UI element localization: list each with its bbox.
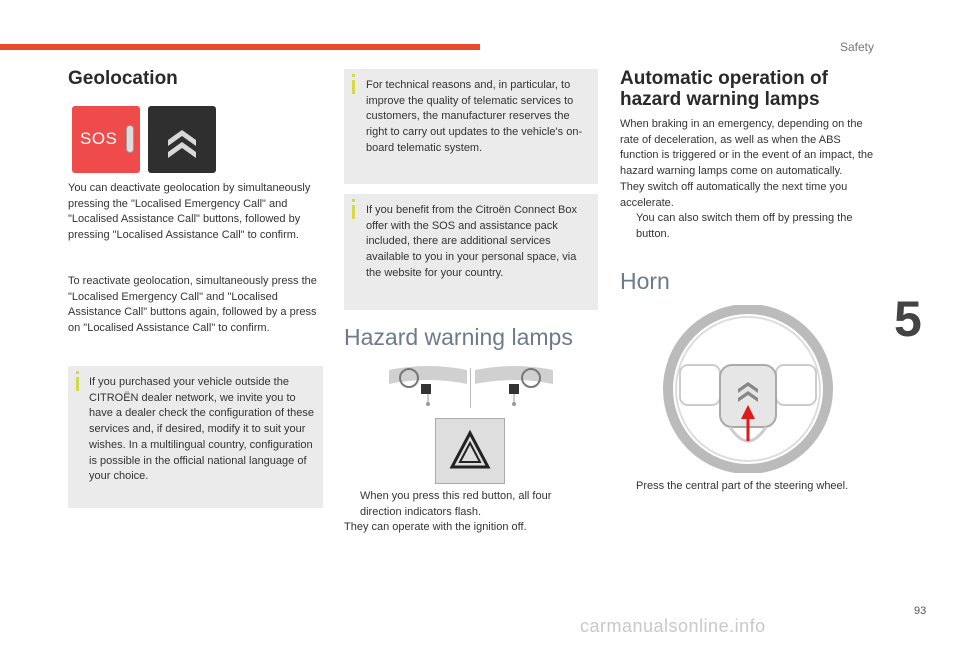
info-updates-text: For technical reasons and, in particular, to improve the quality of telematic services to customers, the manufacturer reserves the right to carry out updates to the vehicle's on-board telematic system.	[366, 79, 583, 154]
sos-button-image	[72, 106, 140, 173]
hazard-bullet-text: When you press this red button, all four direction indicators flash.	[360, 490, 552, 518]
auto-hazard-title-line-1: Automatic operation of	[620, 68, 828, 89]
info-dealer-text: If you purchased your vehicle outside the CITROËN dealer network, we invite you to have a dealer check the configuration of these services and, if desired, modify it to suit your wishes. In a multilingual country, configuration is possible in the official national language of your choice.	[89, 376, 315, 483]
hazard-bullet	[344, 489, 594, 520]
info-box-dealer	[68, 366, 323, 508]
horn-title: Horn	[620, 268, 670, 294]
hazard-button-image	[435, 418, 505, 484]
info-box-connect	[344, 194, 598, 310]
chapter-label: Safety	[839, 40, 874, 54]
image-divider	[470, 368, 471, 408]
chapter-color-bar	[0, 44, 480, 50]
geolocation-section	[68, 68, 323, 89]
hazard-triangle-icon	[436, 419, 504, 483]
hazard-note: They can operate with the ignition off.	[344, 521, 527, 534]
info-icon	[352, 199, 355, 202]
horn-bullet	[620, 479, 880, 495]
info-icon-bar	[352, 205, 355, 219]
citroen-chevron-icon	[148, 106, 216, 173]
dashboard-left-hand-drive-image	[389, 362, 467, 408]
steering-wheel-image	[660, 305, 836, 473]
sos-label: SOS	[80, 129, 118, 148]
horn-bullet-text: Press the central part of the steering wheel.	[636, 480, 849, 492]
dashboard-right-hand-drive-image	[475, 362, 553, 408]
info-icon	[352, 74, 355, 77]
sos-slot	[126, 125, 134, 153]
geolocation-para-1: You can deactivate geolocation by simultaneously pressing the "Localised Emergency Call" and "Localised Assistance Call" buttons, followed by pressing "Localised Assistance Call" to confirm.	[68, 182, 311, 242]
auto-hazard-para-2: They switch off automatically the next time you accelerate.	[620, 180, 848, 209]
chapter-number: 5	[894, 291, 922, 347]
info-icon-bar	[76, 377, 79, 391]
assistance-button-image	[148, 106, 216, 173]
page-number: 93	[914, 605, 927, 617]
auto-hazard-bullet	[620, 211, 875, 242]
watermark: carmanualsonline.info	[580, 616, 766, 636]
info-icon	[76, 371, 79, 374]
auto-hazard-bullet-text: You can also switch them off by pressing the button.	[636, 212, 853, 240]
info-connect-text: If you benefit from the Citroën Connect Box offer with the SOS and assistance pack included, there are additional services available to you in your personal space, via the website for your country.	[366, 204, 577, 279]
auto-hazard-title-line-2: hazard warning lamps	[620, 89, 820, 110]
auto-hazard-para: When braking in an emergency, depending on the rate of deceleration, as well as when the ABS function is triggered or in the event of an impact, the hazard warning lamps come on automatically.	[620, 118, 874, 178]
hazard-title: Hazard warning lamps	[344, 324, 573, 350]
info-box-updates	[344, 69, 598, 184]
geolocation-para-2: To reactivate geolocation, simultaneously press the "Localised Emergency Call" and "Localised Assistance Call" buttons again, followed by a press on "Localised Assistance Call" to confirm.	[68, 275, 317, 335]
geolocation-title: Geolocation	[68, 68, 178, 89]
info-icon-bar	[352, 80, 355, 94]
